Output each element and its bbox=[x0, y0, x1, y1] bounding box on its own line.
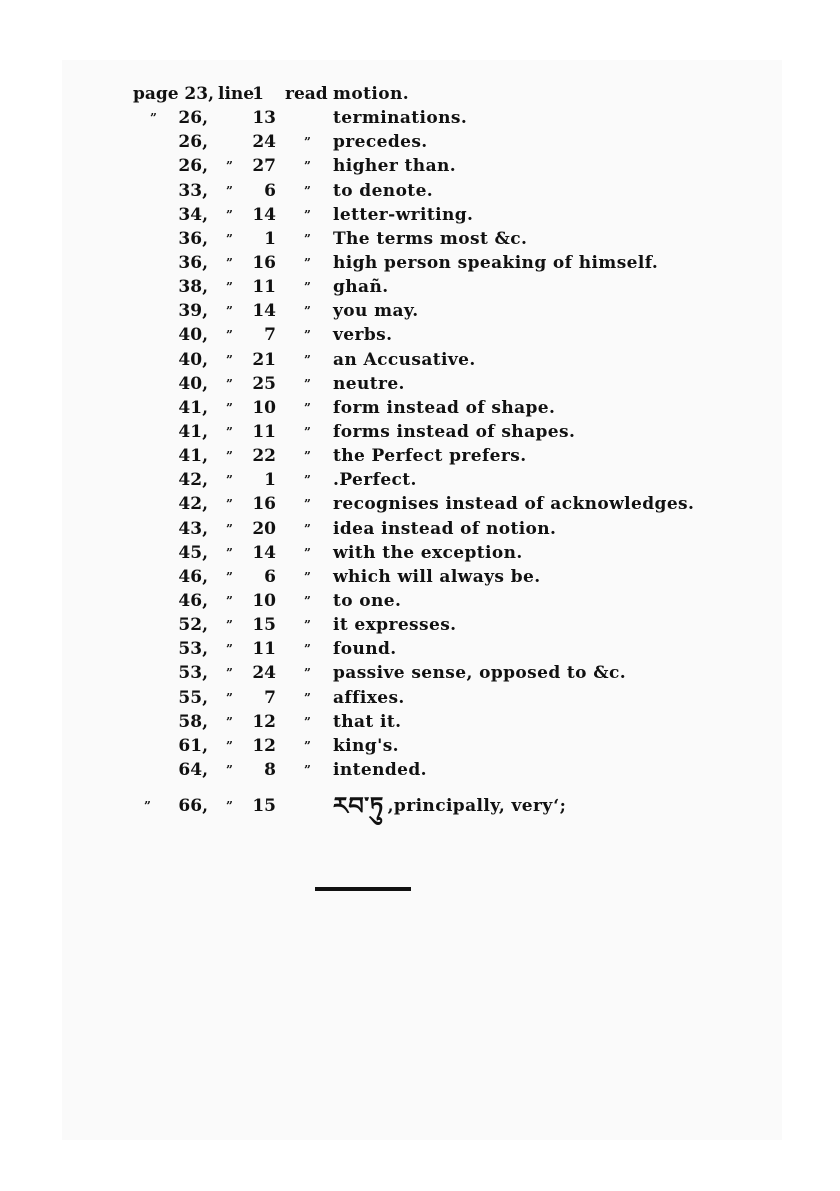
line-number: 6 bbox=[264, 566, 276, 587]
page-number: 36, bbox=[178, 252, 208, 273]
ditto-mark: ” bbox=[226, 593, 233, 608]
errata-row bbox=[0, 758, 840, 782]
errata-row bbox=[0, 203, 840, 227]
page-number: 39, bbox=[178, 301, 208, 322]
ditto-mark: ” bbox=[226, 666, 233, 681]
line-number: 15 bbox=[252, 796, 276, 817]
errata-row bbox=[0, 589, 840, 613]
ditto-mark: ” bbox=[226, 424, 233, 439]
page-number: 58, bbox=[178, 711, 208, 732]
page-number: 46, bbox=[178, 590, 208, 611]
correction-text: affixes. bbox=[333, 687, 405, 708]
read-word: read bbox=[285, 84, 328, 104]
ditto-mark: ” bbox=[304, 135, 311, 150]
ditto-mark: ” bbox=[304, 328, 311, 343]
correction-text: it expresses. bbox=[333, 615, 457, 636]
page-number: 34, bbox=[178, 204, 208, 225]
errata-row bbox=[0, 154, 840, 178]
ditto-mark: ” bbox=[226, 473, 233, 488]
page-number: 36, bbox=[178, 228, 208, 249]
page-number: 41, bbox=[178, 421, 208, 442]
ditto-mark: ” bbox=[226, 159, 233, 174]
page-number: 26, bbox=[178, 132, 208, 153]
page-number: 40, bbox=[178, 325, 208, 346]
tibetan-word: རབ་ཏུ bbox=[333, 792, 384, 821]
correction-text: passive sense, opposed to &c. bbox=[333, 663, 627, 684]
page-number: 61, bbox=[178, 735, 208, 756]
errata-row bbox=[0, 637, 840, 661]
ditto-mark: ” bbox=[304, 424, 311, 439]
correction-text: which will always be. bbox=[333, 566, 541, 587]
page-number: 38, bbox=[178, 277, 208, 298]
ditto-mark: ” bbox=[150, 111, 157, 126]
errata-row bbox=[0, 323, 840, 347]
correction-text: neutre. bbox=[333, 373, 405, 394]
ditto-mark: ” bbox=[304, 569, 311, 584]
correction-text: that it. bbox=[333, 711, 402, 732]
ditto-mark: ” bbox=[304, 642, 311, 657]
page-number: 33, bbox=[178, 180, 208, 201]
ditto-mark: ” bbox=[304, 738, 311, 753]
ditto-mark: ” bbox=[304, 304, 311, 319]
ditto-mark: ” bbox=[304, 183, 311, 198]
errata-row bbox=[0, 299, 840, 323]
page-number: 40, bbox=[178, 373, 208, 394]
errata-row bbox=[0, 468, 840, 492]
ditto-mark: ” bbox=[304, 497, 311, 512]
ditto-mark: ” bbox=[304, 207, 311, 222]
line-number: 7 bbox=[264, 325, 276, 346]
ditto-mark: ” bbox=[226, 497, 233, 512]
correction-text: to one. bbox=[333, 590, 402, 611]
errata-row-last bbox=[0, 792, 840, 821]
errata-row bbox=[0, 565, 840, 589]
ditto-mark: ” bbox=[226, 762, 233, 777]
correction-text: an Accusative. bbox=[333, 349, 476, 370]
ditto-mark: ” bbox=[304, 473, 311, 488]
ditto-mark: ” bbox=[304, 545, 311, 560]
line-number: 22 bbox=[252, 446, 276, 467]
line-number: 11 bbox=[252, 277, 276, 298]
correction-text: form instead of shape. bbox=[333, 397, 556, 418]
errata-row bbox=[0, 348, 840, 372]
correction-text: The terms most &c. bbox=[333, 228, 528, 249]
ditto-mark: ” bbox=[226, 738, 233, 753]
page-number: 26, bbox=[178, 108, 208, 129]
correction-gloss: ,principally, very‘; bbox=[387, 796, 567, 817]
page-number: 45, bbox=[178, 542, 208, 563]
ditto-mark: ” bbox=[226, 690, 233, 705]
line-number: 27 bbox=[252, 156, 276, 177]
line-number: 12 bbox=[252, 711, 276, 732]
page-word: page bbox=[133, 84, 179, 104]
errata-row bbox=[0, 541, 840, 565]
line-number: 10 bbox=[252, 397, 276, 418]
correction-text: you may. bbox=[333, 301, 419, 322]
errata-row bbox=[0, 420, 840, 444]
errata-row bbox=[0, 444, 840, 468]
correction-text: high person speaking of himself. bbox=[333, 252, 659, 273]
correction-text: forms instead of shapes. bbox=[333, 421, 576, 442]
line-number: 13 bbox=[252, 108, 276, 129]
ditto-mark: ” bbox=[304, 762, 311, 777]
correction-text: verbs. bbox=[333, 325, 393, 346]
errata-row bbox=[0, 613, 840, 637]
correction-text: to denote. bbox=[333, 180, 434, 201]
line-number: 11 bbox=[252, 421, 276, 442]
page-number: 46, bbox=[178, 566, 208, 587]
ditto-mark: ” bbox=[304, 618, 311, 633]
line-number: 25 bbox=[252, 373, 276, 394]
errata-row bbox=[0, 686, 840, 710]
page-number: 26, bbox=[178, 156, 208, 177]
page-number: 64, bbox=[178, 759, 208, 780]
line-number: 1 bbox=[264, 228, 276, 249]
errata-row bbox=[0, 492, 840, 516]
ditto-mark: ” bbox=[304, 280, 311, 295]
line-number: 8 bbox=[264, 759, 276, 780]
page-number: 52, bbox=[178, 615, 208, 636]
ditto-mark: ” bbox=[226, 400, 233, 415]
errata-row bbox=[0, 275, 840, 299]
line-number: 14 bbox=[252, 542, 276, 563]
line-number: 20 bbox=[252, 518, 276, 539]
ditto-mark: ” bbox=[304, 400, 311, 415]
ditto-mark: ” bbox=[226, 207, 233, 222]
correction-text: ghañ. bbox=[333, 277, 389, 298]
line-number: 1 bbox=[264, 470, 276, 491]
line-number: 1 bbox=[252, 84, 264, 104]
line-word: line bbox=[218, 84, 255, 104]
ditto-mark: ” bbox=[226, 183, 233, 198]
correction-text: motion. bbox=[333, 84, 410, 104]
line-number: 6 bbox=[264, 180, 276, 201]
errata-row bbox=[0, 251, 840, 275]
correction-text: idea instead of notion. bbox=[333, 518, 557, 539]
errata-row bbox=[0, 734, 840, 758]
correction-text: intended. bbox=[333, 759, 427, 780]
line-number: 16 bbox=[252, 252, 276, 273]
errata-row bbox=[0, 396, 840, 420]
line-number: 14 bbox=[252, 204, 276, 225]
errata-row bbox=[0, 227, 840, 251]
correction-text: letter-writing. bbox=[333, 204, 474, 225]
page-number: 66, bbox=[178, 796, 208, 817]
ditto-mark: ” bbox=[226, 618, 233, 633]
correction-text: with the exception. bbox=[333, 542, 523, 563]
ditto-mark: ” bbox=[304, 714, 311, 729]
ditto-mark: ” bbox=[226, 376, 233, 391]
ditto-mark: ” bbox=[226, 231, 233, 246]
line-number: 12 bbox=[252, 735, 276, 756]
line-number: 11 bbox=[252, 639, 276, 660]
ditto-mark: ” bbox=[226, 280, 233, 295]
closing-rule bbox=[315, 887, 411, 891]
errata-row bbox=[0, 517, 840, 541]
correction-text: the Perfect prefers. bbox=[333, 446, 527, 467]
errata-row bbox=[0, 661, 840, 685]
errata-row bbox=[0, 710, 840, 734]
errata-row bbox=[0, 179, 840, 203]
ditto-mark: ” bbox=[304, 666, 311, 681]
errata-row bbox=[0, 106, 840, 130]
ditto-mark: ” bbox=[226, 449, 233, 464]
ditto-mark: ” bbox=[226, 545, 233, 560]
ditto-mark: ” bbox=[304, 159, 311, 174]
ditto-mark: ” bbox=[304, 690, 311, 705]
errata-list bbox=[0, 82, 840, 821]
line-number: 14 bbox=[252, 301, 276, 322]
page-number: 23, bbox=[184, 84, 214, 104]
ditto-mark: ” bbox=[304, 255, 311, 270]
ditto-mark: ” bbox=[226, 352, 233, 367]
ditto-mark: ” bbox=[304, 521, 311, 536]
ditto-mark: ” bbox=[144, 799, 151, 814]
page-number: 42, bbox=[178, 470, 208, 491]
correction-text: found. bbox=[333, 639, 397, 660]
line-number: 10 bbox=[252, 590, 276, 611]
ditto-mark: ” bbox=[304, 449, 311, 464]
page-number: 43, bbox=[178, 518, 208, 539]
line-number: 15 bbox=[252, 615, 276, 636]
page-number: 53, bbox=[178, 639, 208, 660]
line-number: 24 bbox=[252, 132, 276, 153]
page-number: 41, bbox=[178, 397, 208, 418]
correction-text: terminations. bbox=[333, 108, 468, 129]
ditto-mark: ” bbox=[304, 376, 311, 391]
ditto-mark: ” bbox=[226, 714, 233, 729]
correction-text: recognises instead of acknowledges. bbox=[333, 494, 695, 515]
ditto-mark: ” bbox=[226, 569, 233, 584]
correction-text: higher than. bbox=[333, 156, 457, 177]
ditto-mark: ” bbox=[304, 352, 311, 367]
correction-text: .Perfect. bbox=[333, 470, 417, 491]
ditto-mark: ” bbox=[226, 521, 233, 536]
ditto-mark: ” bbox=[304, 593, 311, 608]
ditto-mark: ” bbox=[304, 231, 311, 246]
ditto-mark: ” bbox=[226, 799, 233, 814]
page-number: 55, bbox=[178, 687, 208, 708]
line-number: 16 bbox=[252, 494, 276, 515]
page-number: 42, bbox=[178, 494, 208, 515]
correction-text: king's. bbox=[333, 735, 399, 756]
correction-text: precedes. bbox=[333, 132, 428, 153]
page-number: 40, bbox=[178, 349, 208, 370]
line-number: 21 bbox=[252, 349, 276, 370]
page-number: 41, bbox=[178, 446, 208, 467]
ditto-mark: ” bbox=[226, 328, 233, 343]
page-number: 53, bbox=[178, 663, 208, 684]
errata-row bbox=[0, 130, 840, 154]
ditto-mark: ” bbox=[226, 255, 233, 270]
ditto-mark: ” bbox=[226, 642, 233, 657]
ditto-mark: ” bbox=[226, 304, 233, 319]
errata-header-row bbox=[0, 82, 840, 106]
line-number: 24 bbox=[252, 663, 276, 684]
correction-text bbox=[333, 792, 567, 821]
line-number: 7 bbox=[264, 687, 276, 708]
errata-row bbox=[0, 372, 840, 396]
